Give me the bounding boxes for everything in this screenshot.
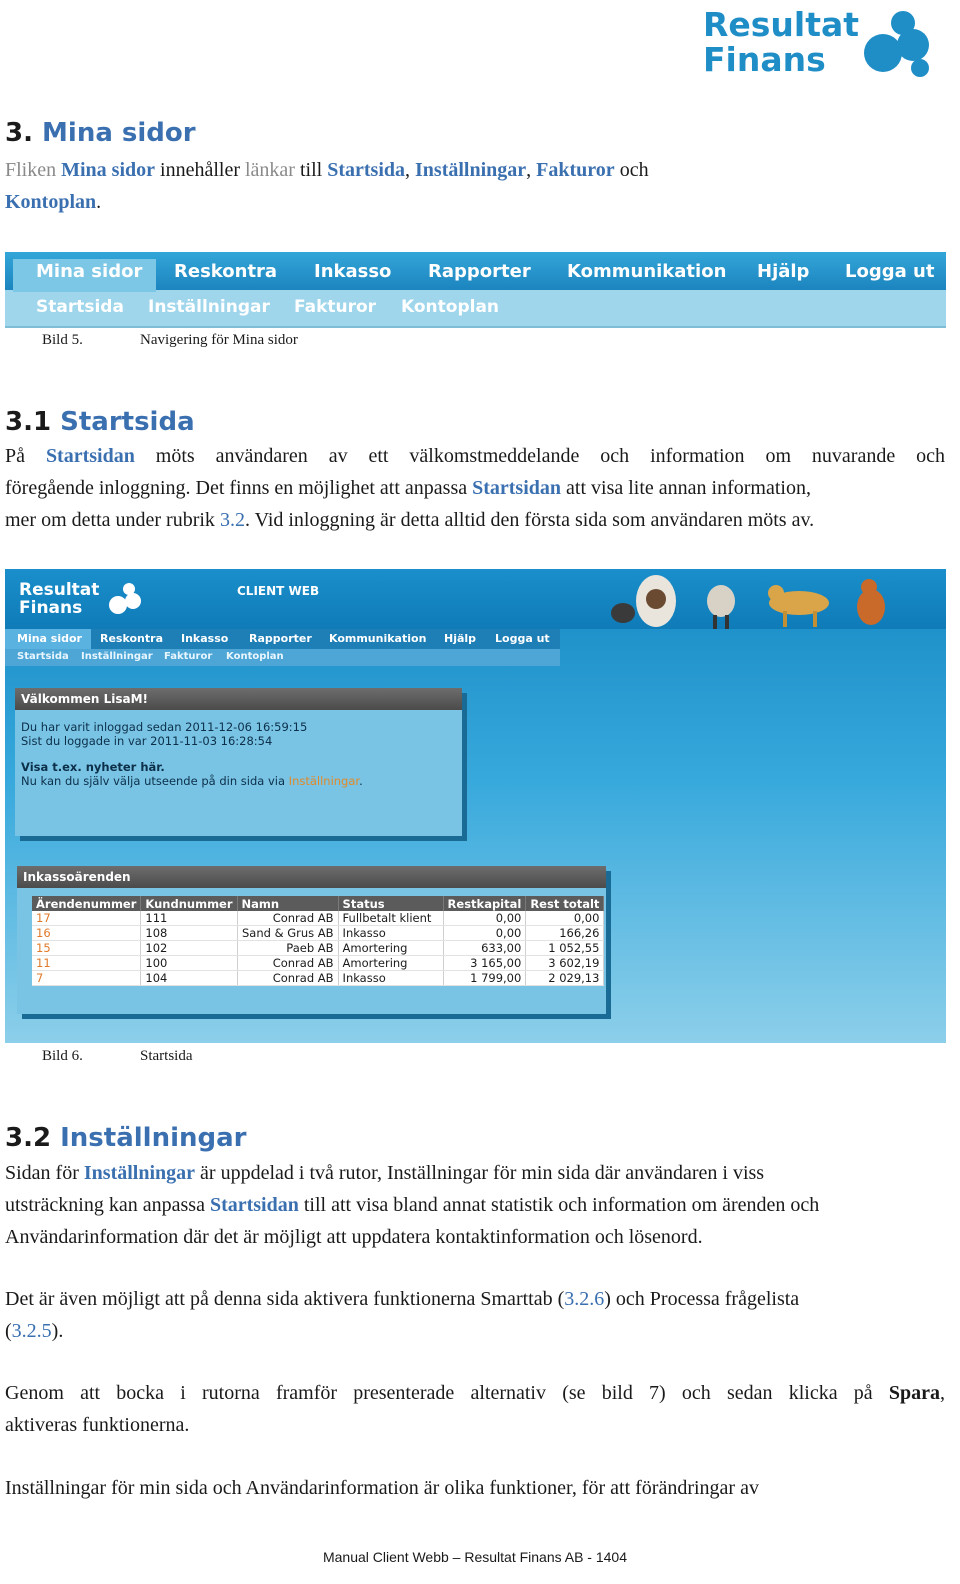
tab-hjalp[interactable]: Hjälp — [757, 261, 810, 282]
screenshot-logo-dots-icon — [105, 581, 145, 617]
caption-text: Navigering för Mina sidor — [140, 332, 298, 348]
intro-text: till — [294, 159, 328, 181]
intro-text: , — [526, 159, 537, 181]
screenshot-tab-logga-ut[interactable]: Logga ut — [495, 632, 550, 645]
col-status[interactable]: Status — [338, 896, 443, 911]
tab-logga-ut[interactable]: Logga ut — [845, 261, 935, 282]
screenshot-logo-line1: Resultat — [19, 580, 100, 600]
section-3-2-paragraph-2 — [5, 1283, 945, 1347]
cell-arendenummer[interactable]: 15 — [32, 941, 141, 956]
caption-label: Bild 5. — [42, 332, 83, 348]
inkasso-table — [32, 896, 604, 986]
screenshot-subtab-installningar[interactable]: Inställningar — [81, 651, 153, 662]
welcome-news: Visa t.ex. nyheter här. — [21, 760, 165, 774]
table-row[interactable] — [32, 911, 604, 926]
cell-namn: Sand & Grus AB — [237, 926, 338, 941]
body-text: På — [5, 445, 25, 467]
screenshot-subtab-bar — [5, 649, 560, 666]
body-text: . Vid inloggning är detta alltid den första sida som användaren möts av. — [244, 509, 815, 531]
section-number: 3.1 — [5, 407, 52, 437]
logo-text-line2: Finans — [703, 40, 826, 79]
table-row[interactable] — [32, 926, 604, 941]
col-namn[interactable]: Namn — [237, 896, 338, 911]
link-startsidan[interactable]: Startsidan — [209, 1194, 299, 1216]
intro-text: . — [96, 191, 102, 213]
body-text: till att visa bland annat statistik och information om ärenden och — [298, 1194, 820, 1216]
link-kontoplan[interactable]: Kontoplan — [5, 191, 97, 213]
body-text: mer om detta under rubrik — [5, 509, 220, 531]
welcome-last-login: Sist du loggade in var 2011-11-03 16:28:54 — [21, 734, 273, 748]
link-installningar[interactable]: Inställningar — [83, 1162, 196, 1184]
table-row[interactable] — [32, 941, 604, 956]
body-text: att visa lite annan information, — [561, 477, 811, 499]
link-fakturor[interactable]: Fakturor — [536, 159, 615, 181]
subtab-installningar[interactable]: Inställningar — [148, 297, 270, 317]
inkasso-panel-title: Inkassoärenden — [17, 866, 606, 888]
section-3-1-line-1 — [5, 440, 945, 472]
cell-arendenummer[interactable]: 17 — [32, 911, 141, 926]
subtab-fakturor[interactable]: Fakturor — [294, 297, 377, 317]
welcome-installningar-link[interactable]: Inställningar — [288, 774, 360, 788]
body-text: föregående inloggning. Det finns en möjlighet att anpassa — [5, 477, 473, 499]
intro-text: Fliken — [5, 159, 62, 181]
cell-status: Amortering — [338, 941, 443, 956]
body-text: Inställningar för min sida och Användarinformation är olika funktioner, för att förändringar av — [5, 1477, 759, 1499]
screenshot-logo-line2: Finans — [19, 598, 83, 618]
section-title: Mina sidor — [42, 118, 196, 148]
screenshot-tab-hjalp[interactable]: Hjälp — [444, 632, 477, 645]
body-text: Sidan för — [5, 1162, 84, 1184]
link-startsida[interactable]: Startsida — [327, 159, 406, 181]
intro-text: och — [614, 159, 649, 181]
link-section-3-2-5[interactable]: 3.2.5 — [11, 1320, 52, 1342]
screenshot-tab-inkasso[interactable]: Inkasso — [181, 632, 229, 645]
subtab-kontoplan[interactable]: Kontoplan — [401, 297, 500, 317]
link-mina-sidor[interactable]: Mina sidor — [61, 159, 156, 181]
section-title: Inställningar — [60, 1123, 247, 1153]
cell-kundnummer: 111 — [141, 911, 237, 926]
cell-restkapital: 0,00 — [443, 926, 526, 941]
screenshot-subtab-fakturor[interactable]: Fakturor — [164, 651, 213, 662]
cell-rest-totalt: 166,26 — [526, 926, 604, 941]
welcome-login-since: Du har varit inloggad sedan 2011-12-06 16:59:15 — [21, 720, 308, 734]
screenshot-tab-bar — [5, 629, 560, 649]
caption-label: Bild 6. — [42, 1048, 83, 1064]
screenshot-tab-reskontra[interactable]: Reskontra — [100, 632, 163, 645]
col-arendenummer[interactable]: Ärendenummer — [32, 896, 141, 911]
section-3-2-paragraph-3-line-2 — [5, 1409, 945, 1441]
cell-kundnummer: 102 — [141, 941, 237, 956]
screenshot-tab-kommunikation[interactable]: Kommunikation — [329, 632, 427, 645]
welcome-customize-text: . — [359, 774, 363, 788]
cell-status: Amortering — [338, 956, 443, 971]
cell-restkapital: 3 165,00 — [443, 956, 526, 971]
intro-text: innehåller — [155, 159, 245, 181]
section-3-2-heading — [5, 1123, 247, 1153]
body-text: ). — [51, 1320, 64, 1342]
link-installningar[interactable]: Inställningar — [415, 159, 527, 181]
section-3-1-line-2 — [5, 472, 945, 504]
screenshot-tab-mina-sidor[interactable]: Mina sidor — [17, 632, 82, 645]
col-rest-totalt[interactable]: Rest totalt — [526, 896, 604, 911]
section-3-intro — [5, 154, 945, 218]
figure-5-caption — [42, 332, 298, 349]
cell-status: Fullbetalt klient — [338, 911, 443, 926]
intro-text: , — [405, 159, 416, 181]
caption-text: Startsida — [140, 1048, 193, 1064]
body-text: ( — [5, 1320, 12, 1342]
col-restkapital[interactable]: Restkapital — [443, 896, 526, 911]
welcome-customize — [21, 774, 363, 788]
cell-namn: Conrad AB — [237, 911, 338, 926]
section-3-2-paragraph-1 — [5, 1157, 945, 1253]
section-number: 3. — [5, 118, 33, 148]
welcome-panel-title: Välkommen LisaM! — [15, 688, 462, 710]
tab-reskontra[interactable]: Reskontra — [174, 261, 278, 282]
cell-namn: Conrad AB — [237, 971, 338, 986]
navigation-figure — [5, 252, 946, 328]
body-text: Användarinformation där det är möjligt att uppdatera kontaktinformation och lösenord. — [5, 1226, 703, 1248]
screenshot-logo — [19, 581, 99, 617]
body-text: möts användaren av ett välkomstmeddelande och information om nuvarande och — [155, 445, 946, 467]
cell-kundnummer: 108 — [141, 926, 237, 941]
cell-arendenummer[interactable]: 7 — [32, 971, 141, 986]
body-text: ) och Processa frågelista — [604, 1288, 800, 1310]
inkasso-table-header — [32, 896, 604, 911]
intro-text: länkar — [245, 159, 295, 181]
cell-status: Inkasso — [338, 971, 443, 986]
section-3-2-paragraph-3-line-1 — [5, 1377, 945, 1409]
screenshot-subtab-kontoplan[interactable]: Kontoplan — [226, 651, 284, 662]
body-text: Det är även möjligt att på denna sida aktivera funktionerna Smarttab ( — [5, 1288, 565, 1310]
resultat-finans-logo — [703, 5, 935, 79]
section-title: Startsida — [60, 407, 195, 437]
client-web-label: CLIENT WEB — [237, 584, 320, 598]
cell-rest-totalt: 1 052,55 — [526, 941, 604, 956]
figure-6-caption — [42, 1048, 193, 1065]
cell-rest-totalt: 2 029,13 — [526, 971, 604, 986]
link-section-3-2[interactable]: 3.2 — [219, 509, 245, 531]
cell-restkapital: 0,00 — [443, 911, 526, 926]
logo-text-line1: Resultat — [703, 5, 860, 44]
cell-kundnummer: 100 — [141, 956, 237, 971]
page-footer: Manual Client Webb – Resultat Finans AB - 1404 — [322, 1549, 628, 1565]
section-3-1-line-3 — [5, 504, 945, 536]
cell-rest-totalt: 0,00 — [526, 911, 604, 926]
subtab-startsida[interactable]: Startsida — [36, 297, 124, 317]
body-text: är uppdelad i två rutor, Inställningar för min sida där användaren i viss — [195, 1162, 765, 1184]
logo-dots-icon — [858, 8, 938, 78]
body-text: , — [940, 1382, 945, 1404]
tab-kommunikation[interactable]: Kommunikation — [567, 261, 727, 282]
spara-keyword: Spara — [888, 1382, 940, 1404]
cell-status: Inkasso — [338, 926, 443, 941]
cell-arendenummer[interactable]: 11 — [32, 956, 141, 971]
section-3-heading — [5, 118, 196, 148]
cell-namn: Conrad AB — [237, 956, 338, 971]
tab-mina-sidor[interactable]: Mina sidor — [36, 261, 143, 282]
tab-inkasso[interactable]: Inkasso — [314, 261, 392, 282]
cell-kundnummer: 104 — [141, 971, 237, 986]
section-3-2-paragraph-4 — [5, 1472, 945, 1504]
table-row[interactable] — [32, 956, 604, 971]
body-text: utsträckning kan anpassa — [5, 1194, 210, 1216]
screenshot-tab-rapporter[interactable]: Rapporter — [249, 632, 312, 645]
inkasso-panel — [17, 866, 606, 1014]
animals-banner-image — [601, 571, 921, 633]
startsida-screenshot — [5, 569, 946, 1043]
link-section-3-2-6[interactable]: 3.2.6 — [564, 1288, 605, 1310]
cell-restkapital: 1 799,00 — [443, 971, 526, 986]
col-kundnummer[interactable]: Kundnummer — [141, 896, 237, 911]
cell-rest-totalt: 3 602,19 — [526, 956, 604, 971]
body-text: aktiveras funktionerna. — [5, 1414, 190, 1436]
cell-arendenummer[interactable]: 16 — [32, 926, 141, 941]
cell-restkapital: 633,00 — [443, 941, 526, 956]
welcome-panel — [15, 688, 462, 836]
table-row[interactable] — [32, 971, 604, 986]
body-text: Genom att bocka i rutorna framför presenterade alternativ (se bild 7) och sedan klicka på — [5, 1382, 889, 1404]
link-startsidan[interactable]: Startsidan — [472, 477, 562, 499]
cell-namn: Paeb AB — [237, 941, 338, 956]
link-startsidan[interactable]: Startsidan — [45, 445, 135, 467]
welcome-customize-text: Nu kan du själv välja utseende på din sida via — [21, 774, 289, 788]
section-3-1-heading — [5, 407, 195, 437]
screenshot-subtab-startsida[interactable]: Startsida — [17, 651, 69, 662]
section-number: 3.2 — [5, 1123, 52, 1153]
tab-rapporter[interactable]: Rapporter — [428, 261, 531, 282]
